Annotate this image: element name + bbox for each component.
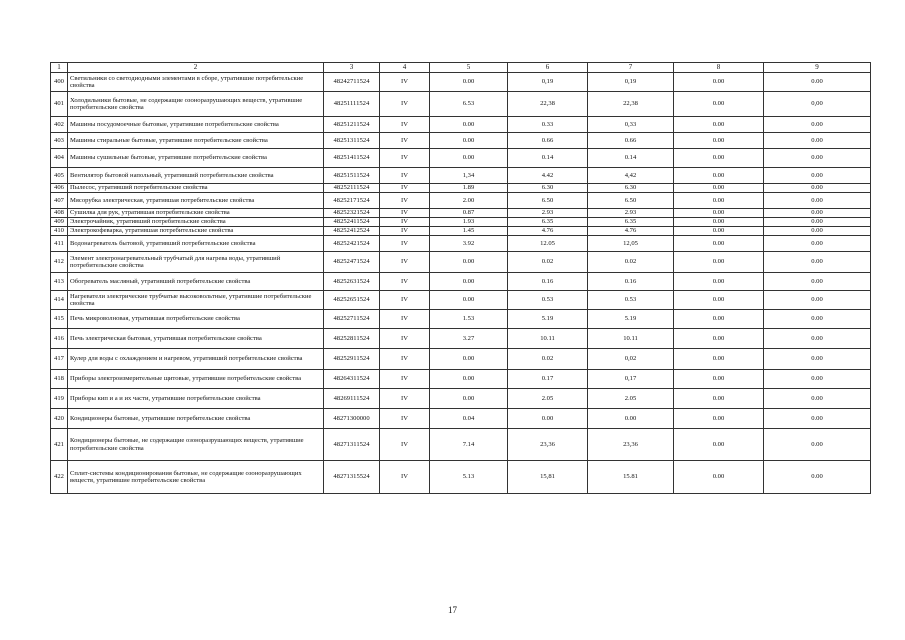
table-row: [51, 370, 871, 389]
value-col-9: 0.00: [764, 349, 871, 370]
value-col-6: 0.14: [508, 149, 588, 168]
value-col-6: 10.11: [508, 329, 588, 349]
waste-code: 48252412524: [324, 227, 380, 236]
value-col-5: 0.00: [430, 73, 508, 92]
table-row: [51, 149, 871, 168]
waste-code: 48252111524: [324, 184, 380, 193]
value-col-6: 2.93: [508, 209, 588, 218]
hazard-class: IV: [380, 209, 430, 218]
value-col-5: 1.89: [430, 184, 508, 193]
value-col-9: 0.00: [764, 310, 871, 329]
hazard-class: IV: [380, 370, 430, 389]
value-col-7: 10.11: [588, 329, 674, 349]
row-number: 403: [51, 133, 68, 149]
value-col-5: 3.27: [430, 329, 508, 349]
value-col-9: 0.00: [764, 227, 871, 236]
waste-code: 48271300000: [324, 409, 380, 429]
column-header: 9: [764, 63, 871, 73]
row-number: 420: [51, 409, 68, 429]
value-col-6: 22,38: [508, 92, 588, 117]
row-number: 419: [51, 389, 68, 409]
hazard-class: IV: [380, 349, 430, 370]
row-number: 404: [51, 149, 68, 168]
value-col-9: 0.00: [764, 209, 871, 218]
table-row: [51, 168, 871, 184]
item-name: Элемент электронагревательный трубчатый для нагрева воды, утративший потребительские свойства: [68, 252, 324, 273]
value-col-5: 0.00: [430, 349, 508, 370]
value-col-6: 6.35: [508, 218, 588, 227]
row-number: 415: [51, 310, 68, 329]
column-header: 5: [430, 63, 508, 73]
column-header: 3: [324, 63, 380, 73]
value-col-7: 0,02: [588, 349, 674, 370]
hazard-class: IV: [380, 389, 430, 409]
table-row: [51, 310, 871, 329]
hazard-class: IV: [380, 133, 430, 149]
value-col-9: 0.00: [764, 429, 871, 461]
table-row: [51, 218, 871, 227]
value-col-6: 0.53: [508, 291, 588, 310]
value-col-6: 0.33: [508, 117, 588, 133]
value-col-7: 0,19: [588, 73, 674, 92]
table-row: [51, 92, 871, 117]
header-row: [51, 63, 871, 73]
value-col-5: 0.87: [430, 209, 508, 218]
value-col-8: 0.00: [674, 291, 764, 310]
value-col-8: 0.00: [674, 370, 764, 389]
value-col-9: 0.00: [764, 218, 871, 227]
value-col-8: 0.00: [674, 252, 764, 273]
value-col-6: 0.66: [508, 133, 588, 149]
item-name: Мясорубка электрическая, утратившая потребительские свойства: [68, 193, 324, 209]
item-name: Машины сушильные бытовые, утратившие потребительские свойства: [68, 149, 324, 168]
value-col-6: 6.50: [508, 193, 588, 209]
item-name: Кондиционеры бытовые, утратившие потребительские свойства: [68, 409, 324, 429]
value-col-7: 23,36: [588, 429, 674, 461]
page-number: 17: [448, 605, 457, 615]
hazard-class: IV: [380, 73, 430, 92]
value-col-9: 0,00: [764, 92, 871, 117]
waste-code: 48252171524: [324, 193, 380, 209]
hazard-class: IV: [380, 117, 430, 133]
waste-code: 48251111524: [324, 92, 380, 117]
hazard-class: IV: [380, 236, 430, 252]
table-row: [51, 273, 871, 291]
row-number: 411: [51, 236, 68, 252]
table-row: [51, 252, 871, 273]
value-col-6: 15,81: [508, 461, 588, 494]
item-name: Приборы кип и а и их части, утратившие потребительские свойства: [68, 389, 324, 409]
item-name: Приборы электроизмерительные щитовые, утратившие потребительские свойства: [68, 370, 324, 389]
value-col-5: 1.45: [430, 227, 508, 236]
item-name: Электрокофеварка, утратившая потребительские свойства: [68, 227, 324, 236]
value-col-9: 0.00: [764, 184, 871, 193]
hazard-class: IV: [380, 461, 430, 494]
item-name: Электрочайник, утративший потребительские свойства: [68, 218, 324, 227]
hazard-class: IV: [380, 409, 430, 429]
waste-code: 48252471524: [324, 252, 380, 273]
value-col-9: 0.00: [764, 149, 871, 168]
item-name: Машины посудомоечные бытовые, утратившие потребительские свойства: [68, 117, 324, 133]
hazard-class: IV: [380, 310, 430, 329]
value-col-9: 0.00: [764, 291, 871, 310]
waste-code: 48252711524: [324, 310, 380, 329]
row-number: 409: [51, 218, 68, 227]
value-col-5: 0.00: [430, 273, 508, 291]
waste-code: 48252651524: [324, 291, 380, 310]
value-col-5: 1,34: [430, 168, 508, 184]
value-col-7: 2.05: [588, 389, 674, 409]
column-header: 4: [380, 63, 430, 73]
value-col-8: 0.00: [674, 218, 764, 227]
table-row: [51, 429, 871, 461]
value-col-5: 2.00: [430, 193, 508, 209]
value-col-7: 22,38: [588, 92, 674, 117]
value-col-6: 2.05: [508, 389, 588, 409]
value-col-6: 5.19: [508, 310, 588, 329]
item-name: Обогреватель масляный, утративший потребительские свойства: [68, 273, 324, 291]
item-name: Кондиционеры бытовые, не содержащие озоноразрушающих веществ, утратившие потребительские свойства: [68, 429, 324, 461]
table-row: [51, 389, 871, 409]
hazard-class: IV: [380, 429, 430, 461]
value-col-8: 0.00: [674, 310, 764, 329]
value-col-5: 1.93: [430, 218, 508, 227]
waste-code: 48251211524: [324, 117, 380, 133]
row-number: 401: [51, 92, 68, 117]
value-col-7: 6.30: [588, 184, 674, 193]
value-col-8: 0.00: [674, 73, 764, 92]
item-name: Светильники со светодиодными элементами в сборе, утратившие потребительские свойства: [68, 73, 324, 92]
value-col-6: 0.16: [508, 273, 588, 291]
value-col-7: 6.50: [588, 193, 674, 209]
hazard-class: IV: [380, 149, 430, 168]
value-col-7: 0.53: [588, 291, 674, 310]
row-number: 406: [51, 184, 68, 193]
value-col-9: 0.00: [764, 133, 871, 149]
value-col-6: 23,36: [508, 429, 588, 461]
table-row: [51, 227, 871, 236]
value-col-9: 0.00: [764, 409, 871, 429]
value-col-6: 6.30: [508, 184, 588, 193]
waste-code: 48251511524: [324, 168, 380, 184]
value-col-9: 0.00: [764, 273, 871, 291]
waste-code: 48252421524: [324, 236, 380, 252]
row-number: 407: [51, 193, 68, 209]
table-body: [51, 63, 871, 494]
item-name: Сушилка для рук, утратившая потребительские свойства: [68, 209, 324, 218]
value-col-8: 0.00: [674, 461, 764, 494]
row-number: 414: [51, 291, 68, 310]
waste-code: 48252811524: [324, 329, 380, 349]
value-col-6: 0.02: [508, 252, 588, 273]
value-col-5: 7.14: [430, 429, 508, 461]
value-col-5: 0.00: [430, 389, 508, 409]
value-col-9: 0.00: [764, 389, 871, 409]
value-col-6: 0,19: [508, 73, 588, 92]
column-header: 7: [588, 63, 674, 73]
waste-code: 48252631524: [324, 273, 380, 291]
table-row: [51, 236, 871, 252]
value-col-9: 0.00: [764, 117, 871, 133]
table-row: [51, 117, 871, 133]
hazard-class: IV: [380, 273, 430, 291]
value-col-7: 4,42: [588, 168, 674, 184]
value-col-5: 0.00: [430, 117, 508, 133]
waste-data-table: [50, 62, 871, 494]
value-col-8: 0.00: [674, 227, 764, 236]
value-col-8: 0.00: [674, 209, 764, 218]
hazard-class: IV: [380, 252, 430, 273]
table-row: [51, 193, 871, 209]
value-col-6: 4.42: [508, 168, 588, 184]
value-col-8: 0.00: [674, 389, 764, 409]
value-col-7: 2.93: [588, 209, 674, 218]
waste-code: 48252321524: [324, 209, 380, 218]
row-number: 412: [51, 252, 68, 273]
value-col-5: 6.53: [430, 92, 508, 117]
waste-code: 48251311524: [324, 133, 380, 149]
waste-code: 48252911524: [324, 349, 380, 370]
value-col-7: 0.00: [588, 409, 674, 429]
table-row: [51, 291, 871, 310]
item-name: Сплит-системы кондиционирования бытовые, не содержащие озоноразрушающих веществ, утратившие потребительские свойства: [68, 461, 324, 494]
waste-code: 48264311524: [324, 370, 380, 389]
value-col-6: 0.02: [508, 349, 588, 370]
row-number: 413: [51, 273, 68, 291]
table-row: [51, 133, 871, 149]
item-name: Холодильники бытовые, не содержащие озоноразрушающих веществ, утратившие потребительские свойства: [68, 92, 324, 117]
item-name: Печь электрическая бытовая, утратившая потребительские свойства: [68, 329, 324, 349]
table-row: [51, 73, 871, 92]
row-number: 408: [51, 209, 68, 218]
value-col-6: 12.05: [508, 236, 588, 252]
value-col-9: 0.00: [764, 168, 871, 184]
row-number: 400: [51, 73, 68, 92]
value-col-7: 4.76: [588, 227, 674, 236]
value-col-7: 0,33: [588, 117, 674, 133]
hazard-class: IV: [380, 168, 430, 184]
row-number: 417: [51, 349, 68, 370]
column-header: 2: [68, 63, 324, 73]
row-number: 418: [51, 370, 68, 389]
hazard-class: IV: [380, 227, 430, 236]
value-col-5: 5.13: [430, 461, 508, 494]
row-number: 402: [51, 117, 68, 133]
item-name: Нагреватели электрические трубчатые высоковольтные, утратившие потребительские свойства: [68, 291, 324, 310]
table-row: [51, 409, 871, 429]
item-name: Машины стиральные бытовые, утратившие потребительские свойства: [68, 133, 324, 149]
value-col-7: 15.81: [588, 461, 674, 494]
hazard-class: IV: [380, 218, 430, 227]
value-col-8: 0.00: [674, 117, 764, 133]
value-col-5: 0.00: [430, 291, 508, 310]
value-col-7: 12,05: [588, 236, 674, 252]
value-col-8: 0.00: [674, 429, 764, 461]
row-number: 421: [51, 429, 68, 461]
value-col-8: 0.00: [674, 349, 764, 370]
row-number: 422: [51, 461, 68, 494]
value-col-9: 0.00: [764, 193, 871, 209]
value-col-5: 0.04: [430, 409, 508, 429]
item-name: Водонагреватель бытовой, утративший потребительские свойства: [68, 236, 324, 252]
item-name: Пылесос, утративший потребительские свойства: [68, 184, 324, 193]
value-col-5: 0.00: [430, 370, 508, 389]
hazard-class: IV: [380, 329, 430, 349]
value-col-9: 0.00: [764, 461, 871, 494]
value-col-8: 0.00: [674, 168, 764, 184]
value-col-5: 0.00: [430, 252, 508, 273]
value-col-8: 0.00: [674, 133, 764, 149]
table-row: [51, 349, 871, 370]
value-col-7: 6.35: [588, 218, 674, 227]
value-col-6: 4.76: [508, 227, 588, 236]
value-col-7: 5.19: [588, 310, 674, 329]
value-col-9: 0.00: [764, 329, 871, 349]
hazard-class: IV: [380, 92, 430, 117]
value-col-8: 0.00: [674, 329, 764, 349]
waste-code: 48271311524: [324, 429, 380, 461]
value-col-8: 0.00: [674, 193, 764, 209]
item-name: Вентилятор бытовой напольный, утративший потребительские свойства: [68, 168, 324, 184]
column-header: 6: [508, 63, 588, 73]
waste-code: 48252411524: [324, 218, 380, 227]
value-col-9: 0.00: [764, 73, 871, 92]
value-col-7: 0.14: [588, 149, 674, 168]
value-col-8: 0.00: [674, 409, 764, 429]
table-row: [51, 329, 871, 349]
waste-code: 48269111524: [324, 389, 380, 409]
hazard-class: IV: [380, 184, 430, 193]
item-name: Кулер для воды с охлаждением и нагревом, утративший потребительские свойства: [68, 349, 324, 370]
waste-code: 48242711524: [324, 73, 380, 92]
row-number: 410: [51, 227, 68, 236]
value-col-8: 0.00: [674, 273, 764, 291]
value-col-7: 0,17: [588, 370, 674, 389]
hazard-class: IV: [380, 291, 430, 310]
value-col-5: 0.00: [430, 149, 508, 168]
waste-code: 48271315524: [324, 461, 380, 494]
value-col-8: 0.00: [674, 149, 764, 168]
column-header: 1: [51, 63, 68, 73]
column-header: 8: [674, 63, 764, 73]
table-row: [51, 184, 871, 193]
value-col-7: 0.02: [588, 252, 674, 273]
row-number: 405: [51, 168, 68, 184]
value-col-9: 0.00: [764, 236, 871, 252]
table-row: [51, 209, 871, 218]
value-col-6: 0.00: [508, 409, 588, 429]
value-col-6: 0.17: [508, 370, 588, 389]
table-row: [51, 461, 871, 494]
item-name: Печь микроволновая, утратившая потребительские свойства: [68, 310, 324, 329]
value-col-9: 0.00: [764, 252, 871, 273]
value-col-8: 0.00: [674, 236, 764, 252]
value-col-5: 0.00: [430, 133, 508, 149]
value-col-7: 0.16: [588, 273, 674, 291]
hazard-class: IV: [380, 193, 430, 209]
value-col-5: 1.53: [430, 310, 508, 329]
value-col-5: 3.92: [430, 236, 508, 252]
value-col-9: 0.00: [764, 370, 871, 389]
value-col-7: 0.66: [588, 133, 674, 149]
row-number: 416: [51, 329, 68, 349]
value-col-8: 0.00: [674, 184, 764, 193]
waste-code: 48251411524: [324, 149, 380, 168]
value-col-8: 0.00: [674, 92, 764, 117]
